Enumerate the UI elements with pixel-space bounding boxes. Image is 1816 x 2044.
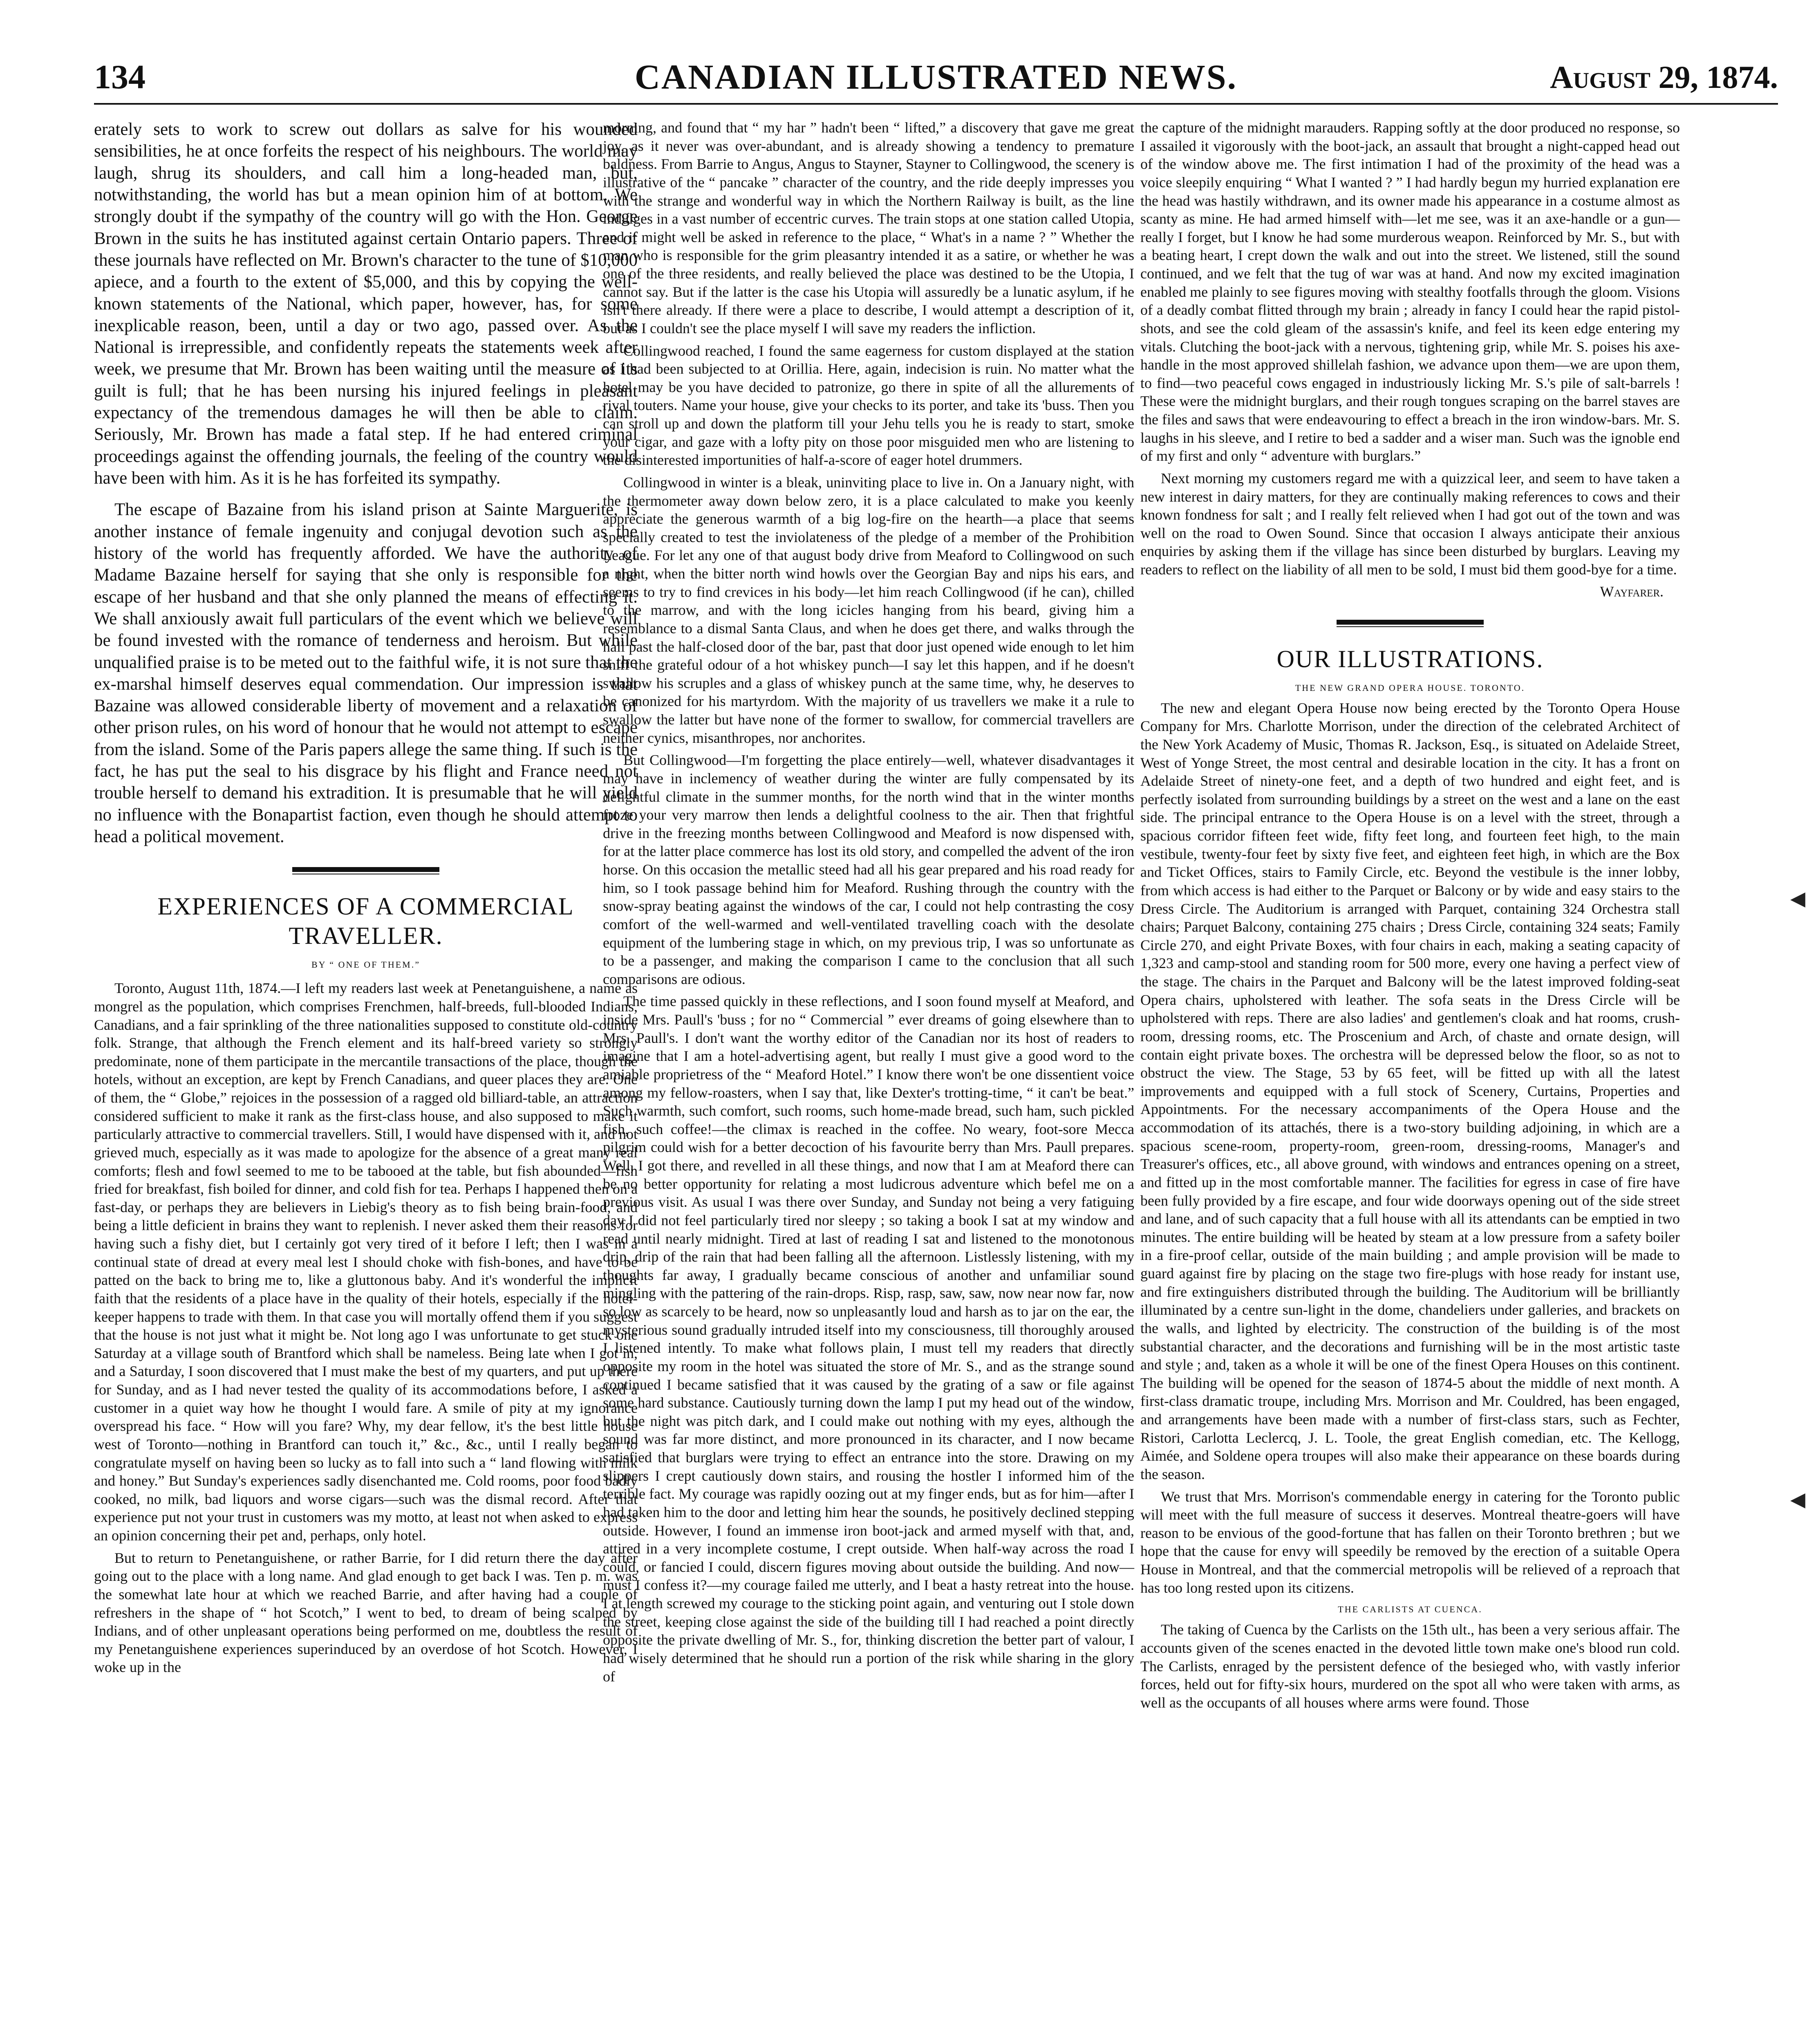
article-paragraph: We trust that Mrs. Morrison's commendable energy in catering for the Toronto public will meet with the full measure of success it deserves. Montreal theatre-goers will have reason to be envious of the good-fortune that has fallen on their Toronto brethren ; but we hope that the cause for envy will speedily be removed by the erection of a suitable Opera House in Montreal, and that the commercial metropolis will be relieved of a reproach that has too long rested upon its citizens. [1140, 1488, 1680, 1596]
article-paragraph: The taking of Cuenca by the Carlists on the 15th ult., has been a very serious affair. The accounts given of the scenes enacted in the devoted little town make one's blood run cold. The Carlists, enraged by the persistent defence of the besieged who, with vastly inferior forces, held out for fifty-six hours, murdered on the spot all who were taken with arms, as well as the occupants of all houses where arms were found. Those [1140, 1621, 1680, 1711]
article-paragraph: But to return to Penetanguishene, or rather Barrie, for I did return there the day after going out to the place with a long name. And glad enough to get back I was. Ten p. m. was the somewhat late hour at which we reached Barrie, and after having had a couple of refreshers in the shape of “ hot Scotch,” I went to bed, to dream of being scalped by Indians, and of other unpleasant operations being performed on me, doubtless the result of my Penetanguishene experiences superinduced by an overdose of hot Scotch. However, I woke up in the [94, 1549, 638, 1676]
column-1 [94, 119, 638, 1681]
page-number: 134 [94, 58, 146, 96]
section-separator [292, 864, 439, 875]
newspaper-title: CANADIAN ILLUSTRATED NEWS. [634, 57, 1238, 96]
margin-mark: ◀ [1790, 888, 1805, 910]
margin-mark: ◀ [1790, 1489, 1805, 1511]
article-signature: Wayfarer. [1600, 583, 1664, 600]
subheading-opera-house: THE NEW GRAND OPERA HOUSE. TORONTO. [1295, 682, 1525, 693]
article-heading-commercial-traveller: EXPERIENCES OF A COMMERCIAL TRAVELLER. [157, 893, 574, 950]
article-byline: BY “ ONE OF THEM.” [311, 959, 421, 970]
subheading-carlists: THE CARLISTS AT CUENCA. [1338, 1604, 1482, 1615]
editorial-bazaine-paragraph: The escape of Bazaine from his island prison at Sainte Marguerite, is another instance of female ingenuity and conjugal devotion such as the history of the world has frequently afforded. We have the authority of Madame Bazaine herself for saying that she only is responsible for the escape of her husband and that she only planned the means of effecting it. We shall anxiously await full particulars of the event which we believe will be found invested with the romance of tenderness and heroism. But while unqualified praise is to be meted out to the faithful wife, it is not sure that the ex-marshal himself deserves equal commendation. Our impression is that Bazaine was allowed considerable liberty of movement and a relaxation of other prison rules, on his word of honour that he would not attempt to escape from the island. Some of the Paris papers allege the same thing. If such is the fact, he has put the seal to his disgrace by his flight and France need not trouble herself to demand his extradition. It is presumable that he will yield no influence with the Bonapartist faction, even though he should attempt to head a political movement. [94, 500, 638, 846]
column-3 [1140, 119, 1680, 1716]
article-paragraph: The time passed quickly in these reflections, and I soon found myself at Meaford, and inside Mrs. Paull's 'buss ; for no “ Commercial ” ever dreams of going elsewhere than to Mrs. Paull's. I don't want the worthy editor of the Canadian nor its host of readers to imagine that I am a hotel-advertising agent, but really I must give a good word to the amiable proprietress of the “ Meaford Hotel.” I know there won't be one dissentient voice among my fellow-roasters, when I say that, like Dexter's trotting-time, “ it can't be beat.” Such warmth, such comfort, such rooms, such home-made bread, such ham, such pickled fish, such coffee!—the climax is reached in the coffee. No weary, foot-sore Mecca pilgrim could wish for a better decoction of his favourite berry than Mrs. Paull prepares. Well, I got there, and revelled in all these things, and now that I am at Meaford there can be no better opportunity for relating a most ludicrous adventure which befel me on a previous visit. As usual I was there over Sunday, and Sunday not being a very fatiguing day I did not feel particularly tired nor sleepy ; so taking a book I sat at my window and read until nearly midnight. Tired at last of reading I sat and listened to the monotonous drip, drip of the rain that had been falling all the afternoon. Listlessly listening, with my thoughts far away, I gradually became conscious of another and unfamiliar sound mingling with the pattering of the rain-drops. Risp, rasp, saw, saw, now near now far, now so low as scarcely to be heard, now so unpleasantly loud and harsh as to jar on the ear, the mysterious sound gradually intruded itself into my consciousness, till thoroughly aroused I listened intently. To make what follows plain, I must tell my readers that directly opposite my room in the hotel was situated the store of Mr. S., and as the strange sound continued I became satisfied that it was caused by the grating of a saw or file against some hard substance. Cautiously turning down the lamp I put my head out of the window, but the night was pitch dark, and I could make out nothing with my eyes, although the sound was far more distinct, and more pronounced in its character, and I now became satisfied that burglars were trying to effect an entrance into the store. Drawing on my slippers I crept cautiously down stairs, and rousing the hostler I informed him of the terrible fact. My courage was rapidly oozing out at my finger ends, but as for him—after I had taken him to the door and letting him hear the sounds, he positively declined stepping outside. However, I found an immense iron boot-jack and armed myself with that, and, attired in a very incomplete costume, I crept outside. When half-way across the road I could, or fancied I could, discern figures moving about outside the building. And now—must I confess it?—my courage failed me utterly, and I beat a hasty retreat into the house. I at length screwed my courage to the sticking point again, and venturing out I stole down the street, keeping close against the side of the building till I had reached a point directly opposite the private dwelling of Mr. S., for, thinking discretion the better part of valour, I had wisely determined that he should run a portion of the risk while sharing in the glory of [603, 993, 1134, 1685]
article-paragraph: Collingwood in winter is a bleak, uninviting place to live in. On a January night, with the thermometer away down below zero, it is a place calculated to make you keenly appreciate the generous warmth of a big log-fire on the hearth—a place that seems specially created to test the inviolateness of the pledge of a member of the Prohibition League. For let any one of that august body drive from Meaford to Collingwood on such a night, when the bitter north wind howls over the Georgian Bay and nips his ears, and seems to try to find crevices in his body—let him reach Collingwood (if he can), chilled to the marrow, and with the long icicles hanging from his beard, giving him a resemblance to a dismal Santa Claus, and when he does get there, and walks through the hall past the half-closed door of the bar, past that door just opened wide enough to let him sniff the grateful odour of a hot whiskey punch—I say let this happen, and if he doesn't swallow his scruples and a glass of whiskey punch at the same time, why, he deserves to be canonized for his martyrdom. With the majority of us travellers we make it a rule to swallow the latter but have none of the former to swallow, for commercial travellers are neither cynics, misanthropes, nor anchorites. [603, 474, 1134, 746]
article-paragraph: The new and elegant Opera House now being erected by the Toronto Opera House Company for Mrs. Charlotte Morrison, under the direction of the celebrated Architect of the New York Academy of Music, Thomas R. Jackson, Esq., is situated on Adelaide Street, West of Yonge Street, the most central and desirable location in the city. It has a front on Adelaide Street of ninety-one feet, and a depth of two hundred and eight feet, and is perfectly isolated from surrounding buildings by a street on the west and a lane on the east side. The principal entrance to the Opera House is on a level with the street, through a spacious corridor fifteen feet wide, fifty feet long, and fourteen feet high, to the main vestibule, twenty-four feet by sixty five feet, and eighteen feet high, in which are the Box and Ticket Offices, stairs to Family Circle, etc. Beyond the vestibule is the inner lobby, from which access is had either to the Parquet or Balcony or by wide and easy stairs to the Dress Circle. The Auditorium is arranged with Parquet, containing 324 Orchestra stall chairs; Parquet Balcony, containing 275 chairs ; Dress Circle, containing 324 seats; Family Circle 270, and eight Private Boxes, with four chairs in each, making a seating capacity of 1,323 and camp-stool and standing room for 500 more, every one having a perfect view of the stage. The chairs in the Parquet and Balcony will be the latest improved folding-seat Opera chairs, upholstered with leather. The sofa seats in the Dress Circle will be upholstered with reps. There are also ladies' and gentlemen's cloak and hat rooms, crush-room, dressing rooms, etc. The Proscenium and Arch, of chaste and ornate design, will contain eight private boxes. The orchestra will be depressed below the floor, so as not to obstruct the view. The Stage, 53 by 65 feet, will be fitted up with all the latest improvements and equipped with a full stock of Scenery, Curtains, Properties and Appointments. For the necessary accompaniments of the Opera House and the accommodation of its attachés, there is a two-story building adjoining, in which are a spacious scene-room, property-room, green-room, dressing-rooms, Manager's and Treasurer's offices, etc., all above ground, with windows and entrances opening on a street, and fitted up in the most comfortable manner. The facilities for egress in case of fire have been fully provided by a fire escape, and four wide doorways opening out of the side street and lane, and of such capacity that a full house with all its attendants can be emptied in two minutes. The entire building will be heated by steam at a low pressure from a safety boiler in a fire-proof cellar, outside of the main building ; and ample provision will be made to guard against fire by placing on the stage two fire-plugs with hose ready for instant use, and fire extinguishers distributed through the building. The Auditorium will be brilliantly illuminated by a centre sun-light in the dome, chandeliers under galleries, and brackets on the walls, and lighted by electricity. The construction of the building is of the most substantial character, and the decorations and furnishing will be in the most artistic taste and style ; and, taken as a whole it will be one of the finest Opera Houses on this continent. The building will be opened for the season of 1874-5 about the middle of next month. A first-class dramatic troupe, including Mrs. Morrison and Mr. Couldred, has been engaged, and arrangements have been made with a number of first-class stars, such as Fechter, Ristori, Carlotta Leclercq, J. L. Toole, the great English comedian, etc. The Kellogg, Aimée, and Soldene opera troupes will also make their appearance on these boards during the season. [1140, 699, 1680, 1482]
masthead-rule [94, 103, 1778, 105]
section-separator [1337, 616, 1484, 628]
article-paragraph: Next morning my customers regard me with a quizzical leer, and seem to have taken a new interest in dairy matters, for they are continually making references to cows and their known fondness for salt ; and I really felt relieved when I had got out of the town and was well on the road to Owen Sound. Since that occasion I always anticipate their anxious enquiries by asking them if the village has since been disturbed by burglars. Leaving my readers to reflect on the liability of all men to be sold, I must bid them good-bye for a time. [1140, 470, 1680, 578]
issue-date: August 29, 1874. [1550, 59, 1778, 95]
article-paragraph: the capture of the midnight marauders. Rapping softly at the door produced no response, so I assailed it vigorously with the boot-jack, an assault that brought a night-capped head out of the window above me. The first intimation I had of the proximity of the head was a voice sleepily enquiring “ What I wanted ? ” I had hardly begun my hurried explanation ere the head was hastily withdrawn, and its owner made his appearance in a costume almost as scanty as mine. He had armed himself with—let me see, was it an axe-handle or a gun—really I forget, but I know he had some murderous weapon. Reinforced by Mr. S., but with a beating heart, I crept down the walk and out into the street. We listened, still the sound continued, and we felt that the tug of war was at hand. And now my excited imagination enabled me plainly to see figures moving with stealthy footfalls through the gloom. Visions of a deadly combat flitted through my brain ; already in fancy I could hear the rapid pistol-shots, and see the cold gleam of the assassin's knife, and feel its keen edge entering my vitals. Clutching the boot-jack with a nervous, tightening grip, while Mr. S. poises his axe-handle in the most approved shillelah fashion, we advance upon them—we are upon them, to find—two peaceful cows engaged in industriously licking Mr. S.'s pile of salt-barrels ! These were the midnight burglars, and their rough tongues scraping on the barrel staves are the files and saws that were endeavouring to effect a breach in the iron window-bars. Mr. S. laughs in his sleeve, and I retire to bed a sadder and a wiser man. Such was the ignoble end of my first and only “ adventure with burglars.” [1140, 119, 1680, 464]
article-paragraph: Toronto, August 11th, 1874.—I left my readers last week at Penetanguishene, a name as mongrel as the population, which comprises Frenchmen, half-breeds, full-blooded Indians, Canadians, and a fair sprinkling of the three nationalities supposed to constitute old-country folk. Strange, that although the French element and its half-breed variety so strongly predominate, none of them participate in the mercantile transactions of the place, though the hotels, without an exception, are kept by French Canadians, and queer places they are. One of them, the “ Globe,” rejoices in the possession of a ragged old billiard-table, an attraction considered sufficient to make it rank as the first-class house, and also supposed to make it particularly attractive to commercial travellers. Still, I would have dispensed with it, and not grieved much, especially as it was made to apologize for the absence of a great many real comforts; flesh and fowl seemed to me to be tabooed at the table, but fish abounded—fish fried for breakfast, fish boiled for dinner, and cold fish for tea. Perhaps I happened then on a fast-day, or perhaps they are believers in Liebig's theory as to fish being brain-food, and being a little deficient in brains they want to replenish. I never asked them their reasons for having such a fishy diet, but I certainly got very tired of it before I left; then I was in a continual state of dread at every meal lest I should choke with fish-bones, and have to be patted on the back to bring me to, like a gluttonous baby. And it's wonderful the implicit faith that the residents of a place have in the quality of their hotels, especially if the hotel-keeper happens to trade with them. In that case you will mortally offend them if you suggest that the house is not just what it might be. Not long ago I was unfortunate to get stuck one Saturday at a village south of Brantford which shall be nameless. Being late when I got in, and a Saturday, I soon discovered that I must make the best of my quarters, and put up there for Sunday, and as I had never tested the quality of its accommodations before, I asked a customer in a quiet way how he thought I would fare. A smile of pity at my ignorance overspread his face. “ How will you fare? Why, my dear fellow, it's the best little house west of Toronto—nothing in Brantford can touch it,” &c., &c., until I really began to congratulate myself on having been so lucky as to fall into such a “ land flowing with milk and honey.” But Sunday's experiences sadly disenchanted me. Cold rooms, poor food badly cooked, no milk, bad liquors and worse cigars—such was the dismal record. After that experience put not your trust in customers was my motto, at least not when asked to express an opinion concerning their pet and, perhaps, only hotel. [94, 980, 638, 1544]
editorial-brown-paragraph: erately sets to work to screw out dollars as salve for his wounded sensibilities, he at once forfeits the respect of his neighbours. The world may laugh, shrug its shoulders, and call him a long-headed man, but, notwithstanding, the world has but a mean opinion him of at bottom. We strongly doubt if the sympathy of the country will go with the Hon. George Brown in the suits he has instituted against certain Ontario papers. Three of these journals have reflected on Mr. Brown's character to the tune of $10,000 apiece, and a fourth to the extent of $5,000, and this by copying the well-known statements of the National, which paper, however, has, for some inexplicable reason, been, until a day or two ago, passed over. As the National is irrepressible, and confidently repeats the statements week after week, we presume that Mr. Brown has been waiting until the measure of its guilt is full; that he has been nursing his injured feelings in pleasant expectancy of the tremendous damages he will then be able to claim. Seriously, Mr. Brown has made a fatal step. If he had entered criminal proceedings against the offending journals, the feeling of the country would have been with him. As it is he has forfeited its sympathy. [94, 120, 638, 488]
masthead [94, 49, 1778, 110]
column-2 [603, 119, 1134, 1690]
article-paragraph: Collingwood reached, I found the same eagerness for custom displayed at the station as I had been subjected to at Orillia. Here, again, indecision is ruin. No matter what the hotel may be you have decided to patronize, go there in spite of all the allurements of rival touters. Name your house, give your checks to its porter, and take its 'buss. Then you can stroll up and down the platform till your Jehu tells you he is ready to start, smoke your cigar, and gaze with a lofty pity on those poor misguided men who are listening to the disinterested importunities of half-a-score of eager hotel drummers. [603, 342, 1134, 468]
article-paragraph: But Collingwood—I'm forgetting the place entirely—well, whatever disadvantages it may have in inclemency of weather during the winter are fully compensated by its delightful climate in the summer months, for the north wind that in the winter months froze your very marrow then lends a delightful coolness to the air. Then that frightful drive in the freezing months between Collingwood and Meaford is now dispensed with, for at the latter place commerce has lost its old story, and compelled the advent of the iron horse. On this occasion the metallic steed had all his gear prepared and his road ready for him, so I took passage behind him for Meaford. Rushing through the country with the snow-spray beating against the windows of the car, I could not help contrasting the cosy comfort of the well-warmed and well-ventilated travelling coach with the desolate equipment of the lumbering stage in which, on my previous trip, I was so unfortunate as to be a passenger, and making the comparison I came to the conclusion that all such comparisons are odious. [603, 752, 1134, 987]
article-paragraph: morning, and found that “ my har ” hadn't been “ lifted,” a discovery that gave me great joy, as it never was over-abundant, and is already showing a tendency to premature baldness. From Barrie to Angus, Angus to Stayner, Stayner to Collingwood, the scenery is illustrative of the “ pancake ” character of the country, and the ride deeply impresses you with the strange and wonderful way in which the Northern Railway is built, as the line indulges in a vast number of eccentric curves. The train stops at one station called Utopia, and it might well be asked in reference to the place, “ What's in a name ? ” Whether the man who is responsible for the grim pleasantry intended it as a satire, or whether he was one of the three residents, and really believed the place was destined to be the Utopia, I cannot say. But if the latter is the case his Utopia will assuredly be a lunatic asylum, if he isn't there already. If there were a place to describe, I would attempt a description of it, but as I couldn't see the place myself I will save my readers the infliction. [603, 119, 1134, 336]
section-heading-our-illustrations: OUR ILLUSTRATIONS. [1276, 645, 1544, 672]
